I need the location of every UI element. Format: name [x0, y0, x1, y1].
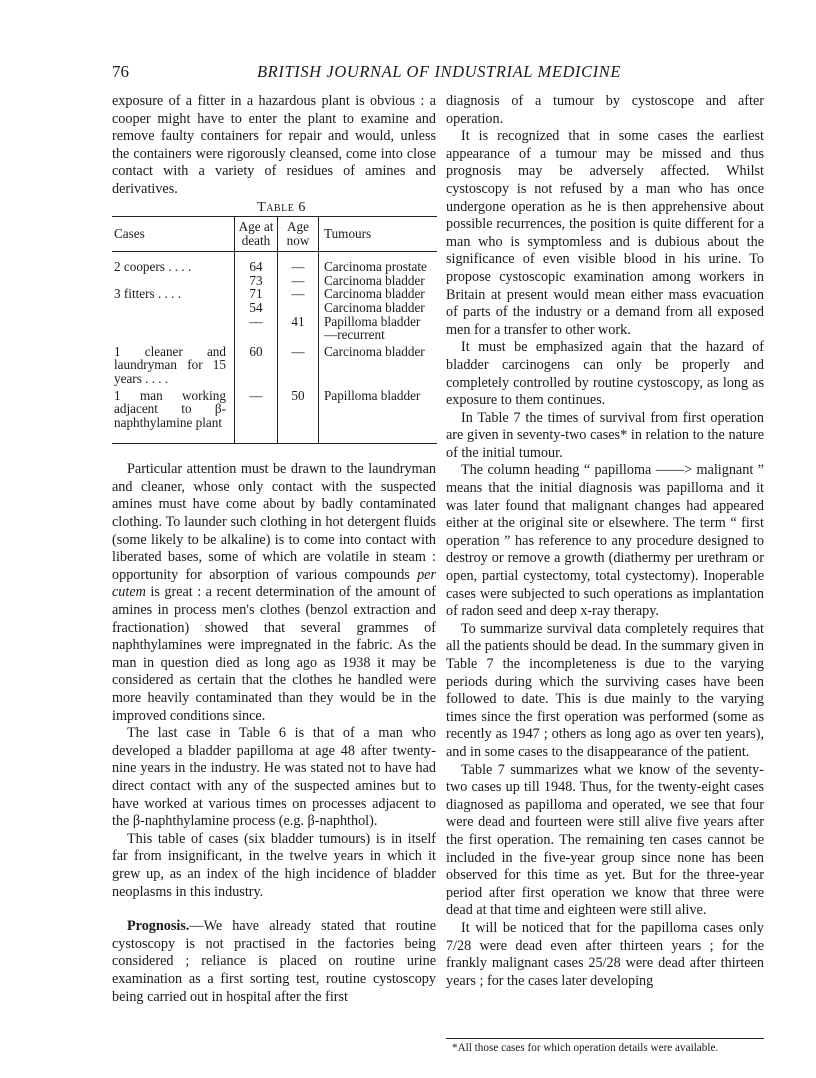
table-row [112, 252, 437, 274]
table-caption: Table 6 [257, 199, 306, 215]
cell-tumour: Papilloma bladder [319, 315, 438, 329]
paragraph [112, 461, 436, 725]
table-row [112, 315, 437, 329]
cell-age: — [235, 315, 278, 329]
table-row [112, 389, 437, 444]
page-number: 76 [112, 62, 129, 81]
column-header-tumours: Tumours [319, 217, 438, 252]
paragraph-text: Particular attention must be drawn to the laundryman and cleaner, whose only contact with the suspected amines must have come about by badly contaminated clothing. To launder such clothing in hot detergent fluids (some likely to be alkaline) is to come into contact with liberated bases, some of which are volatile in steam : opportunity for absorption of various compounds [112, 461, 436, 583]
left-column [112, 93, 436, 1006]
cell-age: 64 [235, 252, 278, 274]
paragraph: This table of cases (six bladder tumours) is in itself far from insignificant, in the twelve years in which it grew up, as an index of the high incidence of bladder neoplasms in this industry. [112, 830, 436, 900]
paragraph: Table 7 summarizes what we know of the seventy-two cases up till 1948. Thus, for the twenty-eight cases diagnosed as papilloma and operated, we see that four were dead and fourteen were still alive five years after the first operation. The remaining ten cases cannot be included in the five-year group since none has been observed for this time as yet. But for the three-year period after first operation we know that three were dead at that time and eighteen were still alive. [446, 761, 764, 919]
column-header-cases: Cases [112, 217, 235, 252]
cell-tumour: —recurrent [319, 328, 438, 342]
paragraph: diagnosis of a tumour by cystoscope and after operation. [446, 93, 764, 127]
cell-now [278, 328, 319, 342]
cell-case [112, 328, 235, 342]
cell-tumour: Papilloma bladder [319, 389, 438, 444]
footnote: *All those cases for which operation details were available. [452, 1042, 719, 1054]
cell-tumour: Carcinoma bladder [319, 287, 438, 301]
page-header [112, 62, 762, 84]
paragraph: It will be noticed that for the papilloma cases only 7/28 were dead even after thirteen years ; for the frankly malignant cases 25/28 were dead after thirteen years ; for the cases later developing [446, 919, 764, 989]
cell-case [112, 301, 235, 315]
footnote-divider [446, 1038, 764, 1039]
table-row [112, 287, 437, 301]
cell-age: 54 [235, 301, 278, 315]
table-row [112, 274, 437, 288]
table-header-row [112, 217, 437, 252]
latin-term: per cutem [112, 566, 436, 601]
cell-now: — [278, 252, 319, 274]
cell-case: 1 cleaner and laundryman for 15 years . . . . [114, 343, 226, 386]
right-column [446, 93, 764, 990]
journal-title: BRITISH JOURNAL OF INDUSTRIAL MEDICINE [257, 62, 622, 81]
cell-case: 3 fitters . . . . [114, 286, 182, 302]
cell-now: 50 [278, 389, 319, 444]
paragraph-text: —We have already stated that routine cystoscopy is not practised in the factories being considered ; reliance is placed on routine urine examination as a first sorting test, routine cystoscopy being carried out in hospital after the first [112, 918, 436, 1005]
cell-now: — [278, 274, 319, 288]
table-row [112, 328, 437, 342]
cell-now: 41 [278, 315, 319, 329]
cell-tumour: Carcinoma bladder [319, 345, 438, 386]
cell-now [278, 301, 319, 315]
cell-tumour: Carcinoma bladder [319, 274, 438, 288]
cell-case [112, 274, 235, 288]
cell-age: 73 [235, 274, 278, 288]
paragraph [112, 918, 436, 1006]
cell-now: — [278, 345, 319, 386]
paragraph: In Table 7 the times of survival from first operation are given in seventy-two cases* in relation to the nature of the initial tumour. [446, 409, 764, 461]
cell-age: 60 [235, 345, 278, 386]
table-6 [112, 216, 437, 444]
paragraph: exposure of a fitter in a hazardous plant is obvious : a cooper might have to enter the plant to examine and remove faulty containers for repair and would, unless the containers were rigorously cleansed, come into close contact with a variety of residues of amines and derivatives. [112, 93, 436, 197]
cell-age: 71 [235, 287, 278, 301]
cell-now: — [278, 287, 319, 301]
paragraph: The last case in Table 6 is that of a man who developed a bladder papilloma at age 48 after twenty-nine years in the industry. He was stated not to have had direct contact with any of the suspected amines but to have worked at various times on processes adjacent to the β-naphthylamine process (e.g. β-naphthol). [112, 725, 436, 830]
paragraph: The column heading “ papilloma ——> malignant ” means that the initial diagnosis was papilloma and it was later found that malignant changes had appeared either at the original site or elsewhere. The term “ first operation ” has reference to any procedure designed to destroy or remove a growth (diathermy per urethram or open, partial cystectomy, total cystectomy). Inoperable cases were subjected to such operations as implantation of radon seed and deep x-ray therapy. [446, 462, 764, 620]
table-row [112, 301, 437, 315]
cell-tumour: Carcinoma prostate [319, 252, 438, 274]
cell-case: 2 coopers . . . . [114, 259, 192, 275]
column-header-age-now: Age now [278, 217, 319, 252]
column-header-age-at-death: Age at death [235, 217, 278, 252]
cell-age: — [235, 389, 278, 444]
cell-case: 1 man working adjacent to β-naphthylamine plant [114, 387, 226, 430]
table-row [112, 345, 437, 386]
section-heading-prognosis: Prognosis. [127, 918, 190, 935]
cell-tumour: Carcinoma bladder [319, 301, 438, 315]
paragraph: To summarize survival data completely requires that all the patients should be dead. In the summary given in Table 7 the incompleteness is due to the varying periods during which the surviving cases have been followed to date. This is due mainly to the varying times since the first operation was performed (some as recently as 1947 ; others as long ago as over ten years), and in some cases to the disappearance of the patient. [446, 620, 764, 760]
paragraph: It must be emphasized again that the hazard of bladder carcinogens can only be properly and completely controlled by routine cystoscopy, as long as exposure to them continues. [446, 339, 764, 409]
paragraph: It is recognized that in some cases the earliest appearance of a tumour may be missed and thus prognosis may be adversely affected. Whilst cystoscopy is not refused by a man who has once undergone operation as he is then apprehensive about possible recurrences, the position is quite different for a man who is symptomless and is dubious about the significance of even visible blood in his urine. To propose cystoscopic examination among workers in Britain at present would mean either mass evacuation of parts of the industry or a demand from all exposed men for a transfer to other work. [446, 128, 764, 338]
cell-age [235, 328, 278, 342]
cell-case [112, 315, 235, 329]
paragraph-text: is great : a recent determination of the amount of amines in process men's clothes (benzol extraction and fractionation) showed that several grammes of naphthylamines were impregnated in the fabric. As the man in question died as long ago as 1938 it may be considered as certain that the clothes he handled were more heavily contaminated than they would be in the improved conditions since. [112, 584, 436, 724]
